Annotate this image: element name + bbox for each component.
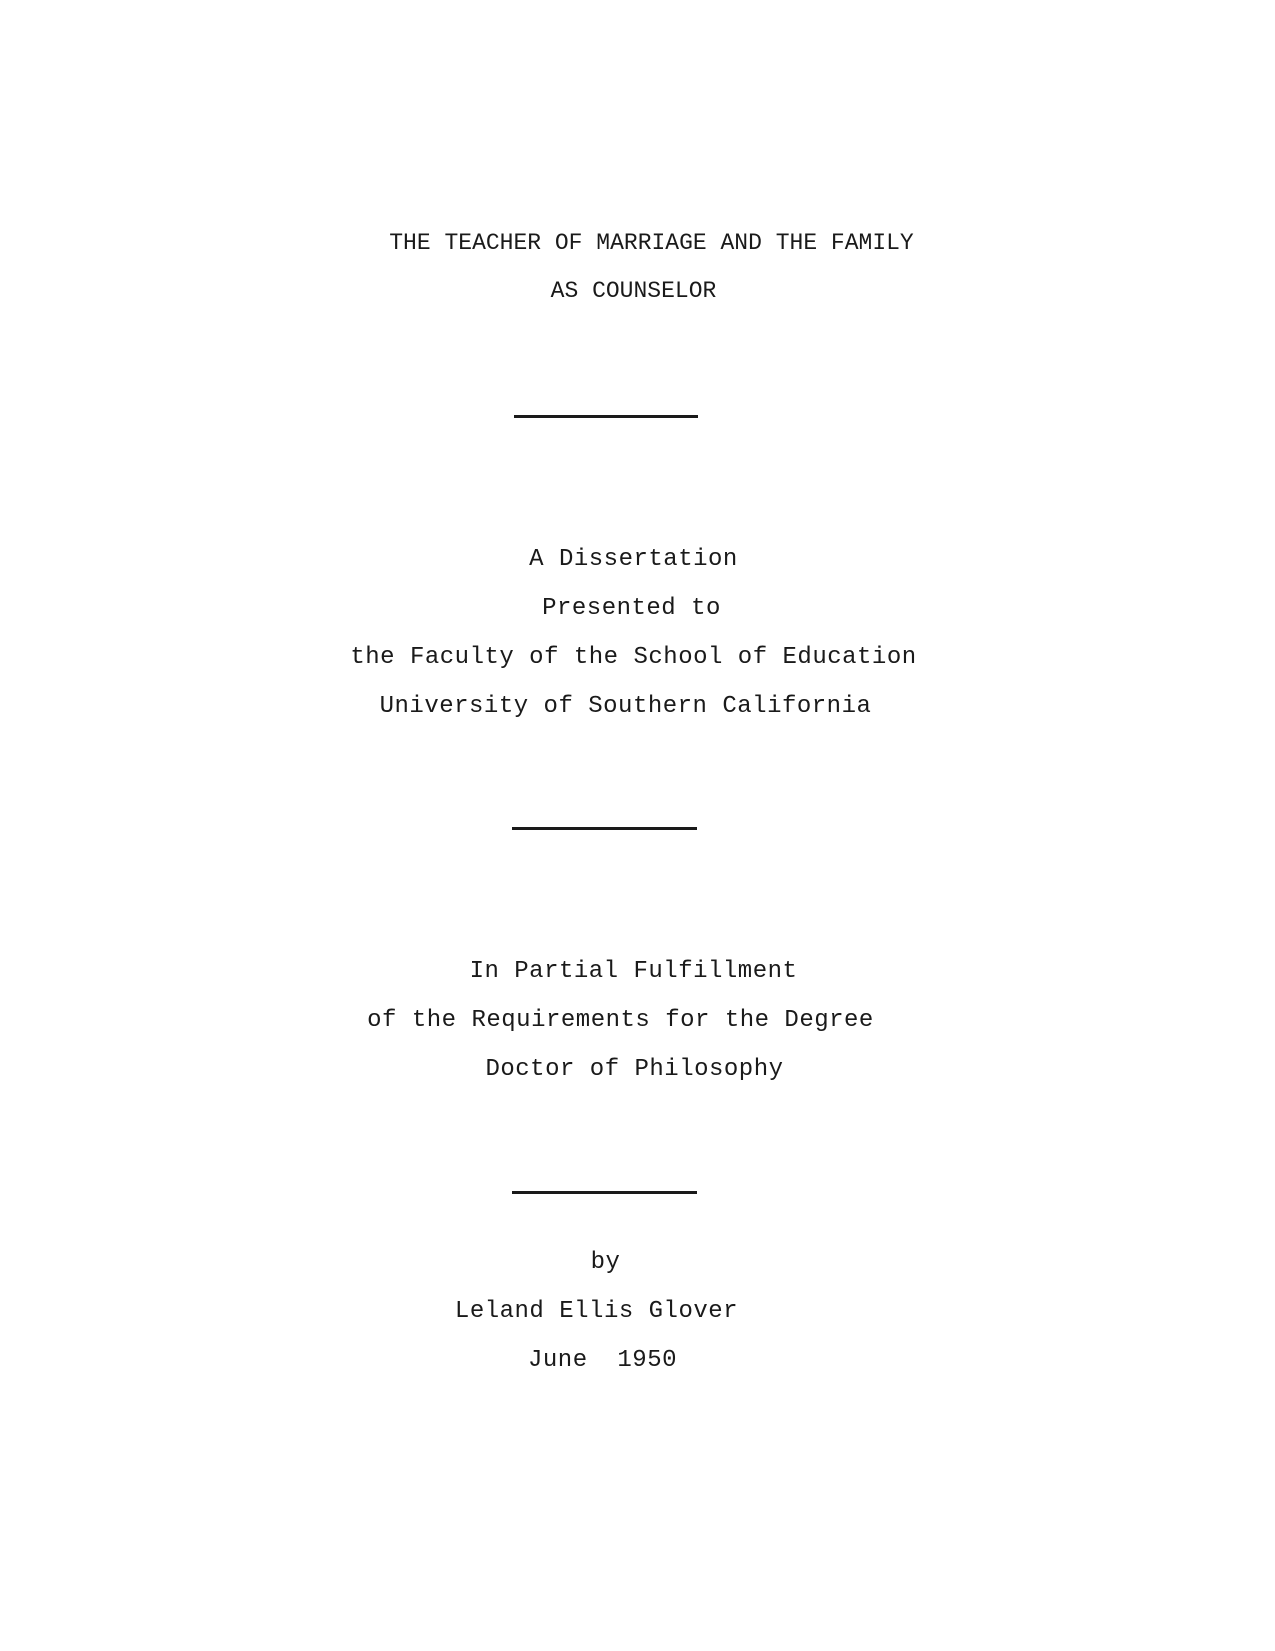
divider-rule-1 (514, 415, 698, 418)
divider-rule-3 (512, 1191, 697, 1194)
thesis-title-line-2: AS COUNSELOR (550, 278, 717, 304)
divider-rule-2 (512, 827, 697, 830)
fulfillment-line-1: In Partial Fulfillment (469, 958, 798, 985)
fulfillment-line-3: Doctor of Philosophy (485, 1056, 784, 1083)
presentation-line-4: University of Southern California (379, 693, 872, 720)
thesis-title-line-1: THE TEACHER OF MARRIAGE AND THE FAMILY (389, 230, 914, 256)
author-name: Leland Ellis Glover (454, 1298, 739, 1325)
presentation-line-3: the Faculty of the School of Education (350, 644, 917, 671)
presentation-line-1: A Dissertation (529, 546, 738, 573)
fulfillment-line-2: of the Requirements for the Degree (367, 1007, 874, 1034)
author-by-label: by (590, 1249, 621, 1276)
submission-date: June 1950 (527, 1347, 678, 1374)
presentation-line-2: Presented to (542, 595, 721, 622)
